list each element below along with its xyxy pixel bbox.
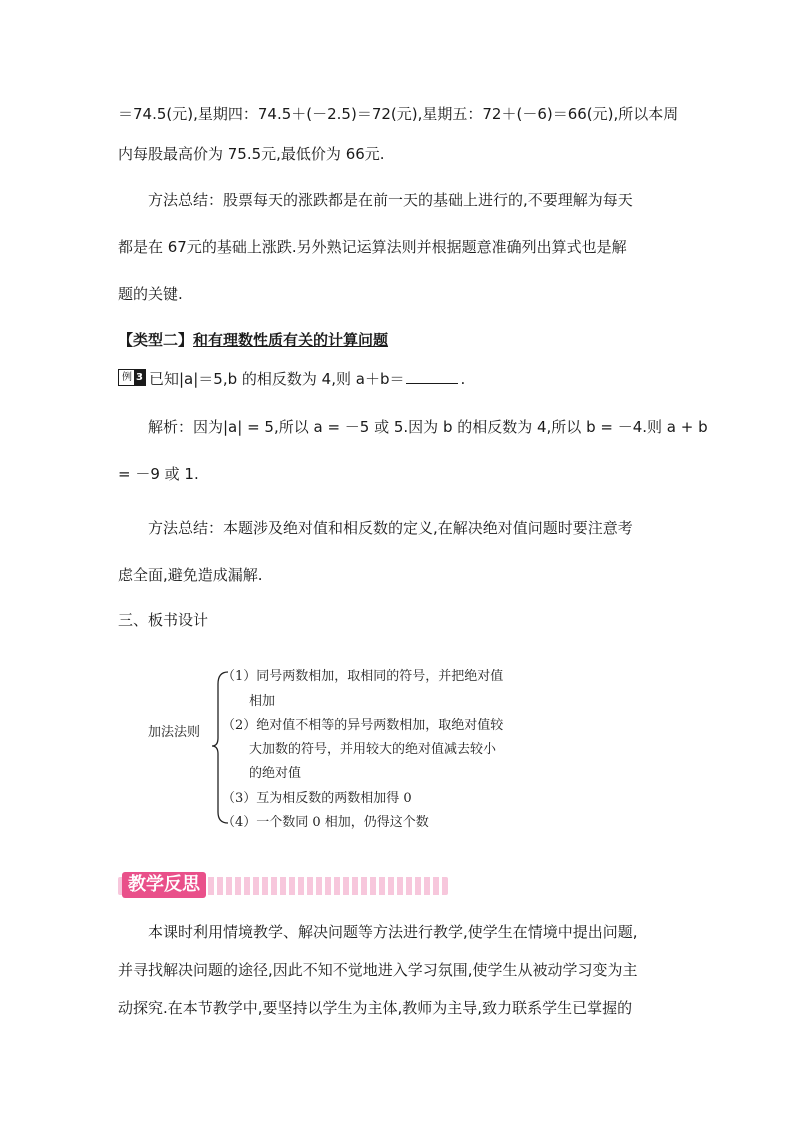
example-end: . (460, 370, 466, 388)
example-3-icon: 例 3 (118, 369, 146, 386)
text-line: = －9 或 1. (118, 465, 199, 483)
text-line: 内每股最高价为 75.5元,最低价为 66元. (118, 145, 385, 163)
rule-1-line-1: （1）同号两数相加，取相同的符号，并把绝对值 (222, 669, 504, 684)
rule-1-line-2: 相加 (249, 694, 276, 709)
reflection-line: 并寻找解决问题的途径,因此不知不觉地进入学习氛围,使学生从被动学习变为主 (118, 961, 638, 979)
rule-3: （3）互为相反数的两数相加得 0 (222, 791, 412, 806)
rule-2-line-2: 大加数的符号，并用较大的绝对值减去较小 (249, 742, 497, 757)
reflection-line: 本课时利用情境教学、解决问题等方法进行教学,使学生在情境中提出问题, (148, 923, 638, 941)
type-label: 【类型二】 (118, 331, 194, 349)
text-line: 都是在 67元的基础上涨跌.另外熟记运算法则并根据题意准确列出算式也是解 (118, 238, 627, 256)
reflection-line: 动探究.在本节教学中,要坚持以学生为主体,教师为主导,致力联系学生已掌握的 (118, 999, 633, 1017)
text-line: 虑全面,避免造成漏解. (118, 566, 263, 584)
text-line: 解析：因为|a| = 5,所以 a = －5 或 5.因为 b 的相反数为 4,所以 b = －4.则 a + b (148, 418, 708, 436)
banner-title: 教学反思 (122, 872, 206, 898)
rule-2-line-3: 的绝对值 (249, 766, 302, 781)
type-title: 和有理数性质有关的计算问题 (193, 331, 389, 349)
text-line: 题的关键. (118, 285, 183, 303)
reflection-banner (118, 872, 448, 898)
rule-4: （4）一个数同 0 相加，仍得这个数 (222, 815, 429, 830)
text-line: 方法总结：本题涉及绝对值和相反数的定义,在解决绝对值问题时要注意考 (148, 519, 633, 537)
text-line: 方法总结：股票每天的涨跌都是在前一天的基础上进行的,不要理解为每天 (148, 191, 633, 209)
example-text: 已知|a|＝5,b 的相反数为 4,则 a＋b＝ (149, 370, 405, 388)
text-line: ＝74.5(元),星期四：74.5＋(－2.5)＝72(元),星期五：72＋(－6)＝66(元),所以本周 (118, 105, 679, 123)
section-heading: 三、板书设计 (118, 611, 209, 629)
rule-2-line-1: （2）绝对值不相等的异号两数相加，取绝对值较 (222, 718, 504, 733)
board-label: 加法法则 (148, 725, 201, 740)
